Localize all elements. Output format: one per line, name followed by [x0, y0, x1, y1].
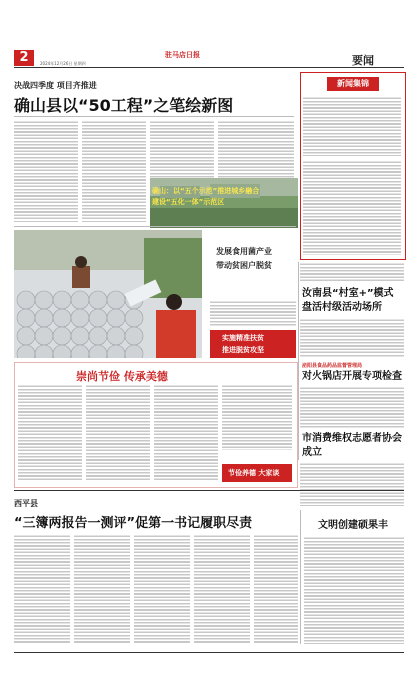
bottom-col5: [254, 534, 298, 644]
bottom-kicker: 西平县: [14, 499, 38, 508]
photo-rule: [14, 226, 296, 227]
photo-banner-2: 推进脱贫攻坚: [222, 346, 264, 354]
photo-title-1: 发展食用菌产业: [216, 247, 272, 256]
news-photo-caption-1: 确山：以“五个示范”推进城乡融合: [152, 187, 260, 195]
news-box-body: [303, 96, 401, 156]
feature-col3: [154, 384, 218, 480]
story3-title-2: 成立: [302, 447, 322, 458]
story2-title: 对火锅店开展专项检查: [302, 371, 402, 382]
bottom-col4: [194, 534, 250, 644]
bottom-col2: [74, 534, 130, 644]
story1-title-2: 盘活村级活动场所: [302, 302, 382, 313]
photo-banner-1: 实施精准扶贫: [222, 334, 264, 342]
right-col-rule: [298, 262, 299, 460]
feature-col4: [222, 384, 292, 450]
bottom-side-rule: [300, 510, 301, 644]
header-rule: [14, 67, 404, 68]
page-number: 2: [14, 50, 34, 66]
photo-title-2: 带动贫困户脱贫: [216, 261, 272, 270]
story2-label: 泌阳县食品药品监督管理局: [302, 363, 363, 369]
lead-body-col1: [14, 120, 78, 222]
footer-rule: [14, 652, 404, 653]
feature-col1: [18, 384, 82, 480]
lead-body-col2: [82, 120, 146, 222]
dateline: 2024年12月26日 星期四: [40, 61, 86, 66]
story3-body: [300, 462, 404, 506]
right-col-intro: [300, 262, 404, 282]
masthead: 驻马店日报: [165, 51, 200, 59]
photo-caption: [210, 300, 296, 326]
feature-title: 崇尚节俭 传承美德: [76, 370, 168, 383]
bottom-side-title: 文明创建硕果丰: [318, 520, 388, 531]
story1-body: [300, 318, 404, 358]
section-title: 要闻: [352, 54, 374, 67]
news-box-title: 新闻集锦: [327, 77, 379, 91]
news-photo-caption-2: 建设“五化一体”示范区: [152, 198, 225, 206]
bottom-col1: [14, 534, 70, 644]
news-box-body-2: [303, 160, 401, 255]
feature-banner-text: 节俭养德 大家谈: [228, 469, 280, 477]
story3-title-1: 市消费维权志愿者协会: [302, 433, 402, 444]
bottom-col3: [134, 534, 190, 644]
bottom-rule: [14, 490, 404, 491]
feature-col2: [86, 384, 150, 480]
bottom-side-body: [304, 536, 404, 644]
bottom-headline: “三簿两报告一测评”促第一书记履职尽责: [14, 516, 253, 531]
lead-headline: 确山县以“50工程”之笔绘新图: [14, 96, 234, 115]
story2-body: [300, 386, 404, 428]
mushroom-photo: [14, 230, 202, 358]
lead-rule: [14, 116, 294, 117]
lead-kicker: 决战四季度 项目齐推进: [14, 81, 97, 90]
story1-title-1: 汝南县“村室+”模式: [302, 288, 394, 299]
